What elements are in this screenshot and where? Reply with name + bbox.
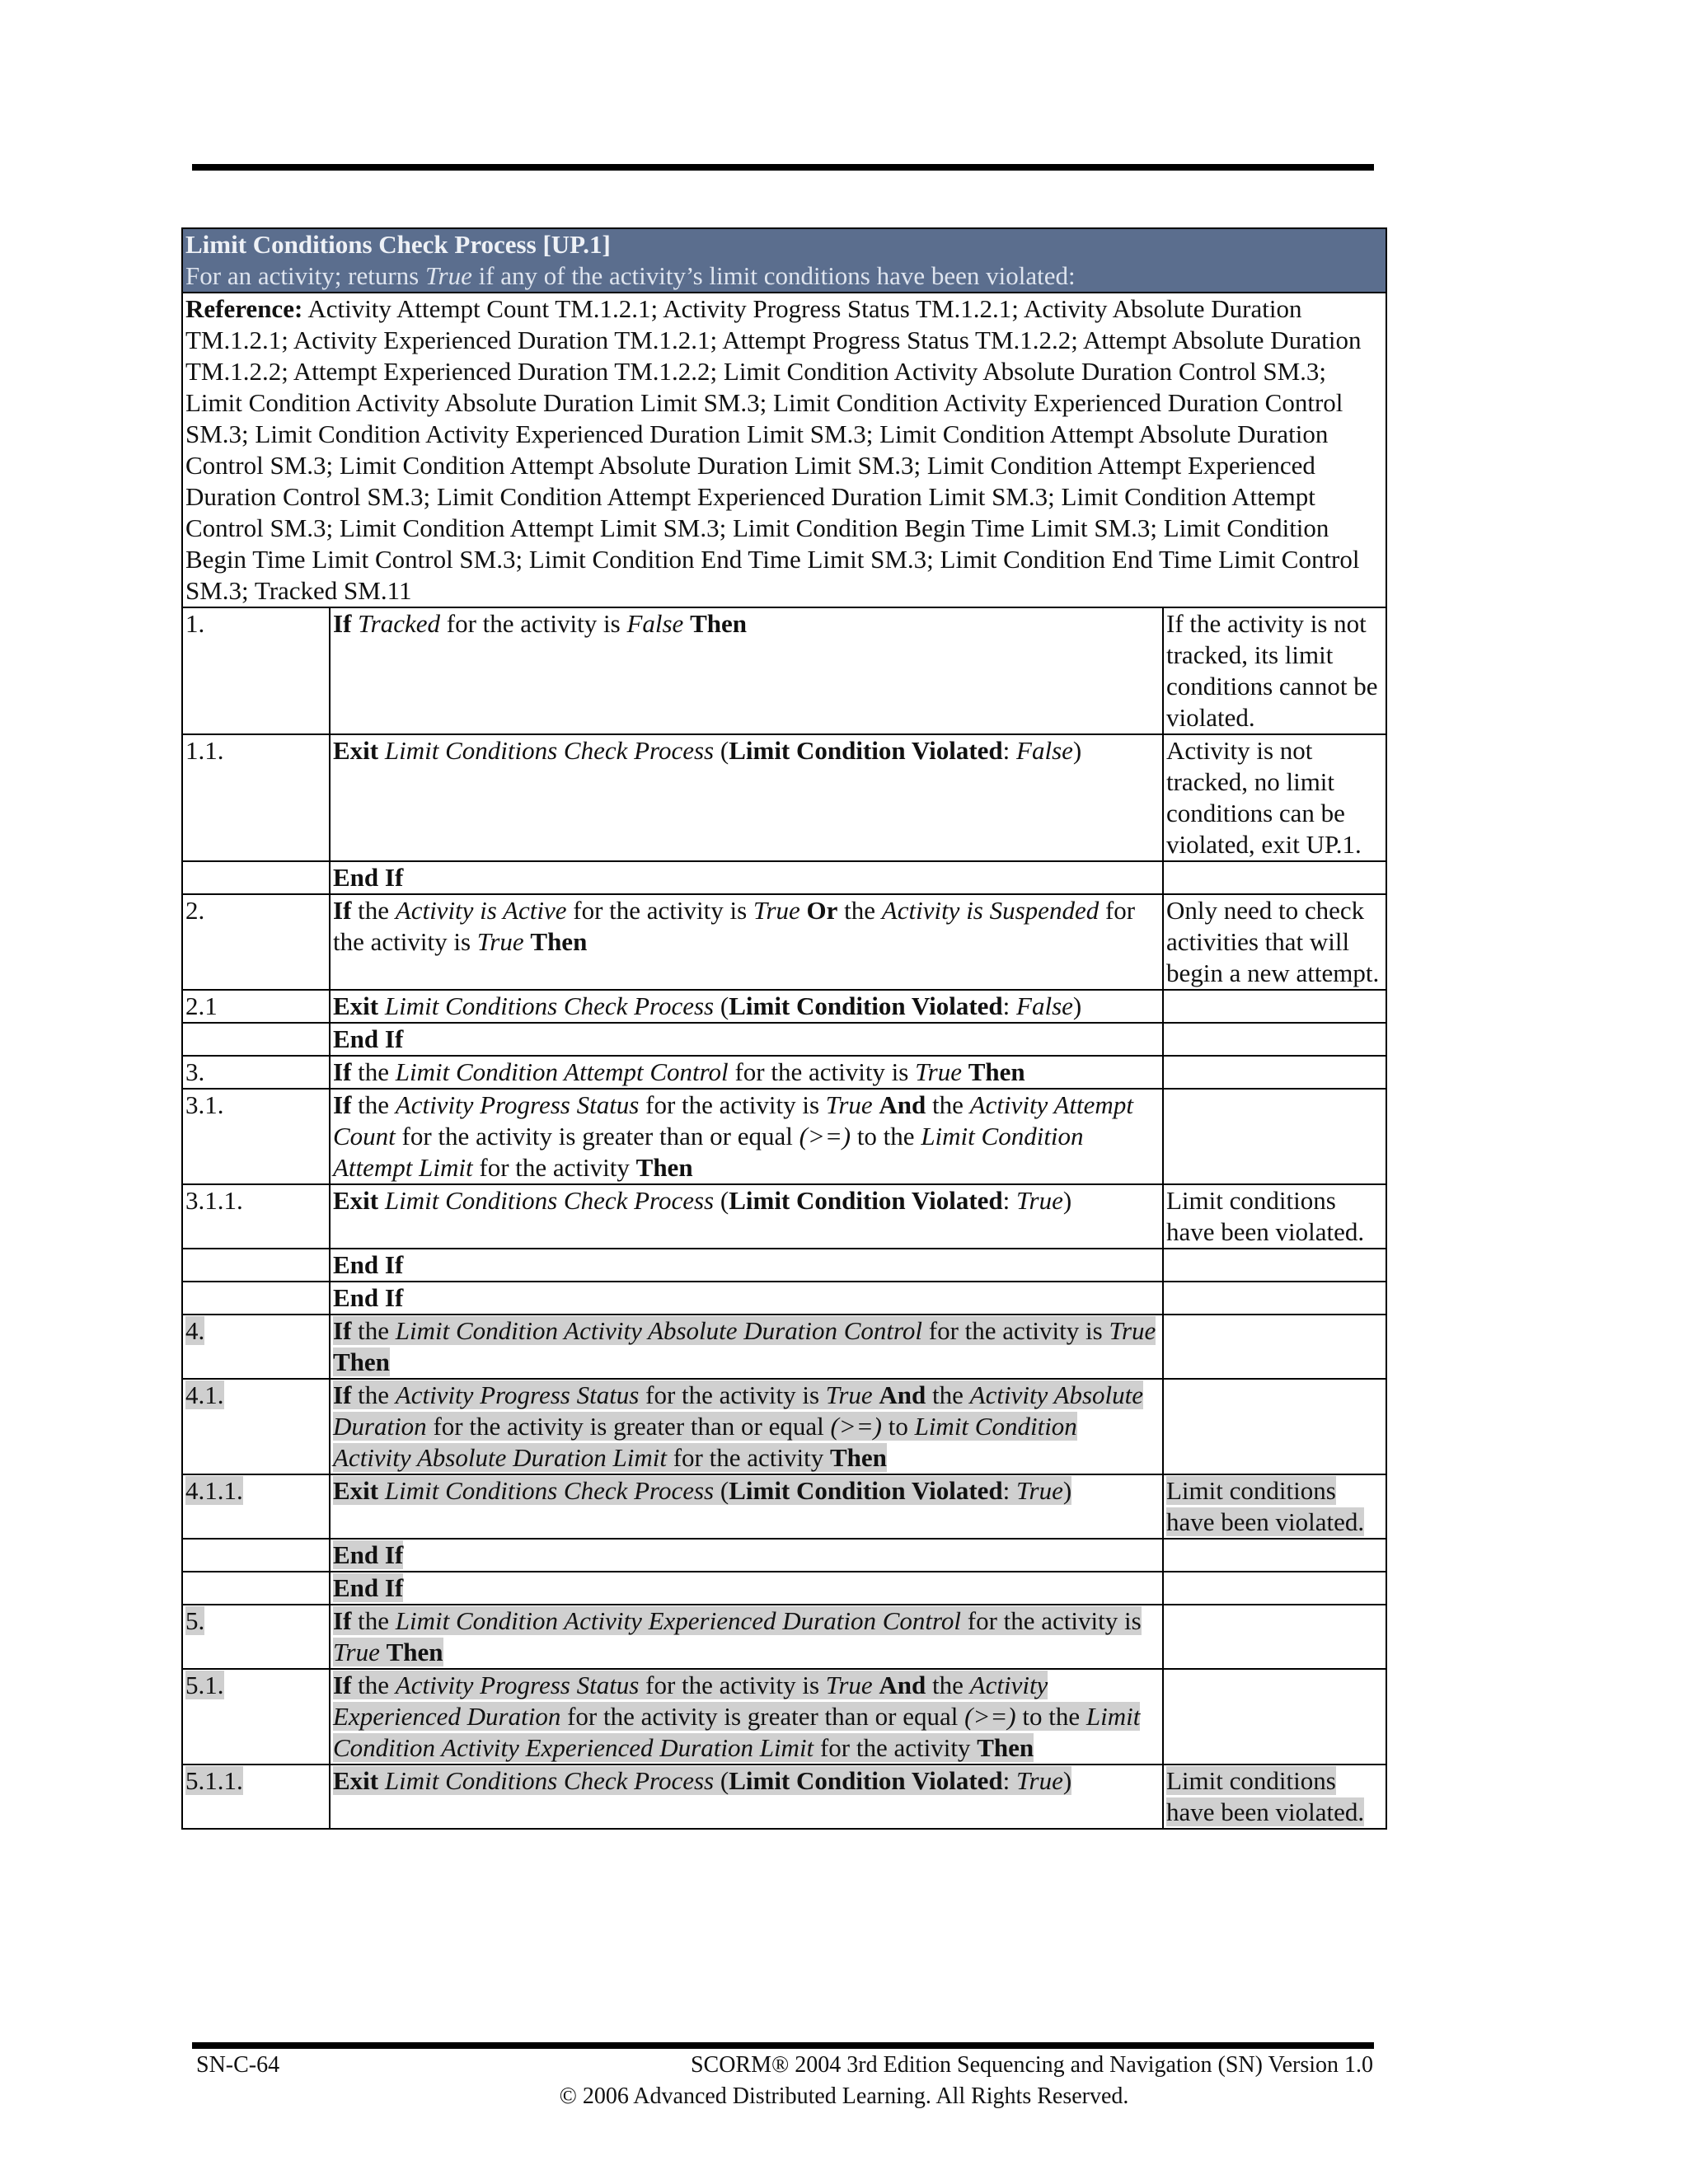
step-text-cell — [330, 1669, 1163, 1765]
step-keyword: Exit — [333, 1766, 379, 1795]
step-keyword: Then — [977, 1733, 1034, 1762]
step-keyword: End If — [333, 1283, 404, 1312]
step-term: Activity Progress Status — [395, 1380, 640, 1409]
step-term: Limit Condition Activity Experienced Duration Limit — [333, 1702, 1141, 1762]
step-keyword: Then — [333, 1347, 390, 1376]
step-fragment: for the activity is greater than or equal — [395, 1122, 799, 1151]
step-note-cell — [1163, 1605, 1386, 1669]
step-number: 4.1. — [185, 1380, 224, 1409]
step-term: False — [626, 609, 684, 638]
step-keyword: End If — [333, 863, 404, 892]
step-text-cell — [330, 607, 1163, 734]
step-text — [333, 1476, 1071, 1505]
step-term: Limit Condition Activity Experienced Duration Control — [395, 1606, 962, 1635]
step-term: True — [1016, 1476, 1063, 1505]
step-fragment: ( — [714, 736, 729, 765]
step-note: Limit conditions have been violated. — [1166, 1186, 1365, 1246]
step-note: If the activity is not tracked, its limit conditions cannot be violated. — [1166, 609, 1378, 732]
step-text — [333, 1606, 1142, 1666]
step-note-cell — [1163, 990, 1386, 1023]
step-number: 4. — [185, 1316, 205, 1345]
step-text-cell — [330, 1249, 1163, 1282]
step-term: Activity Attempt Count — [333, 1090, 1133, 1151]
step-term: Limit Conditions Check Process — [384, 991, 715, 1020]
step-fragment: the — [351, 1090, 396, 1119]
step-row — [182, 1572, 1386, 1605]
step-note-cell — [1163, 1572, 1386, 1605]
step-term: True — [753, 896, 800, 925]
step-keyword: Or — [806, 896, 838, 925]
copyright: © 2006 Advanced Distributed Learning. All Rights Reserved. — [559, 2083, 1129, 2109]
step-term: Limit Conditions Check Process — [384, 1476, 715, 1505]
process-header-cell — [182, 228, 1386, 293]
step-row — [182, 1023, 1386, 1056]
step-text — [333, 863, 403, 892]
step-term: True — [1109, 1316, 1156, 1345]
step-keyword: If — [333, 609, 352, 638]
step-text-cell — [330, 1539, 1163, 1572]
step-term: True — [476, 927, 524, 956]
step-number-cell — [182, 1572, 330, 1605]
step-keyword: If — [333, 1090, 352, 1119]
step-text — [333, 736, 1081, 765]
step-term: Activity is Suspended — [881, 896, 1100, 925]
step-text — [333, 1283, 403, 1312]
step-keyword: If — [333, 896, 352, 925]
step-number: 1. — [185, 609, 205, 638]
step-term: Limit Conditions Check Process — [384, 736, 715, 765]
step-keyword: And — [879, 1090, 926, 1119]
step-keyword: If — [333, 1671, 352, 1699]
step-note-cell — [1163, 1474, 1386, 1539]
step-fragment: the — [351, 1671, 396, 1699]
step-text — [333, 1766, 1071, 1795]
step-keyword: Limit Condition Violated — [729, 1766, 1003, 1795]
step-fragment — [683, 609, 690, 638]
step-text-cell — [330, 1572, 1163, 1605]
step-fragment — [378, 736, 385, 765]
step-term: Limit Condition Activity Absolute Duration Limit — [333, 1412, 1077, 1472]
step-row — [182, 1539, 1386, 1572]
step-keyword: End If — [333, 1573, 404, 1602]
step-note-cell — [1163, 1056, 1386, 1089]
step-fragment: for the activity is — [440, 609, 627, 638]
step-text — [333, 991, 1081, 1020]
step-keyword: If — [333, 1606, 352, 1635]
step-keyword: Then — [530, 927, 588, 956]
step-text-cell — [330, 894, 1163, 990]
step-number: 2.1 — [185, 991, 218, 1020]
step-fragment: for the activity is — [639, 1671, 826, 1699]
reference-label: Reference: — [185, 294, 303, 323]
reference-text: Activity Attempt Count TM.1.2.1; Activity Progress Status TM.1.2.1; Activity Absolute Duration TM.1.2.1; Activity Experienced Duration TM.1.2.1; Attempt Progress Status TM.1.2.2; Attempt Absolute Duration TM.1.2.2; Attempt Experienced Duration TM.1.2.2; Limit Condition Activity Absolute Duration Control SM.3; Limit Condition Activity Absolute Duration Limit SM.3; Limit Condition Activity Experienced Duration Control SM.3; Limit Condition Activity Experienced Duration Limit SM.3; Limit Condition Attempt Absolute Duration Control SM.3; Limit Condition Attempt Absolute Duration Limit SM.3; Limit Condition Attempt Experienced Duration Control SM.3; Limit Condition Attempt Experienced Duration Limit SM.3; Limit Condition Attempt Control SM.3; Limit Condition Attempt Limit SM.3; Limit Condition Begin Time Limit SM.3; Limit Condition Begin Time Limit Control SM.3; Limit Condition End Time Limit SM.3; Limit Condition End Time Limit Control SM.3; Tracked SM.11 — [185, 294, 1362, 605]
step-fragment: for the activity is greater than or equal — [426, 1412, 831, 1441]
step-text — [333, 1573, 403, 1602]
reference-cell — [182, 293, 1386, 607]
step-text — [333, 1316, 1156, 1376]
step-term: Limit Condition Attempt Limit — [333, 1122, 1084, 1182]
step-fragment: for the activity — [666, 1443, 830, 1472]
step-keyword: Then — [690, 609, 747, 638]
step-fragment — [378, 1186, 385, 1215]
step-fragment: for the activity is greater than or equal — [560, 1702, 965, 1731]
step-note-cell — [1163, 1379, 1386, 1474]
step-keyword: End If — [333, 1540, 404, 1569]
step-row — [182, 1605, 1386, 1669]
description-italic: True — [425, 261, 472, 290]
step-row — [182, 1669, 1386, 1765]
step-row — [182, 607, 1386, 734]
description-text: For an activity; returns — [185, 261, 425, 290]
step-fragment: for the activity is — [728, 1057, 916, 1086]
step-row — [182, 1282, 1386, 1315]
step-fragment: for the activity is — [961, 1606, 1142, 1635]
step-note: Limit conditions have been violated. — [1166, 1476, 1365, 1536]
step-text-cell — [330, 1089, 1163, 1184]
step-term: True — [1016, 1186, 1063, 1215]
document-title: SCORM® 2004 3rd Edition Sequencing and Navigation (SN) Version 1.0 — [690, 2052, 1373, 2078]
step-row — [182, 1089, 1386, 1184]
step-text-cell — [330, 1474, 1163, 1539]
step-text — [333, 1186, 1071, 1215]
step-text — [333, 609, 747, 638]
step-number-cell — [182, 1765, 330, 1829]
step-fragment: : — [1002, 1186, 1017, 1215]
step-fragment: the — [837, 896, 882, 925]
step-keyword: Then — [386, 1638, 443, 1666]
step-fragment — [962, 1057, 968, 1086]
step-keyword: End If — [333, 1250, 404, 1279]
step-note-cell — [1163, 1282, 1386, 1315]
step-fragment: the — [926, 1090, 970, 1119]
step-term: Tracked — [358, 609, 441, 638]
step-keyword: Then — [968, 1057, 1025, 1086]
step-keyword: If — [333, 1316, 352, 1345]
step-fragment: for the activity is — [922, 1316, 1109, 1345]
step-term: Activity Progress Status — [395, 1671, 640, 1699]
step-fragment: ) — [1062, 1476, 1072, 1505]
step-keyword: Exit — [333, 736, 379, 765]
step-keyword: Limit Condition Violated — [729, 1476, 1003, 1505]
step-term: False — [1016, 991, 1073, 1020]
step-keyword: Exit — [333, 991, 379, 1020]
step-keyword: And — [879, 1671, 926, 1699]
step-fragment: : — [1002, 1766, 1017, 1795]
step-text-cell — [330, 1605, 1163, 1669]
step-fragment: for the activity — [814, 1733, 978, 1762]
step-fragment: ) — [1062, 1766, 1072, 1795]
step-fragment — [378, 1766, 385, 1795]
step-note: Activity is not tracked, no limit conditions can be violated, exit UP.1. — [1166, 736, 1362, 859]
step-fragment: ) — [1072, 991, 1082, 1020]
step-note-cell — [1163, 1765, 1386, 1829]
step-fragment: the — [351, 1316, 396, 1345]
step-keyword: Exit — [333, 1476, 379, 1505]
footer-rule — [192, 2042, 1374, 2049]
step-text — [333, 1671, 1140, 1762]
step-term: Activity Experienced Duration — [333, 1671, 1048, 1731]
step-keyword: And — [879, 1380, 926, 1409]
step-text-cell — [330, 734, 1163, 861]
step-fragment: for the activity is — [566, 896, 753, 925]
step-term: False — [1016, 736, 1073, 765]
process-header-row — [182, 228, 1386, 293]
step-text — [333, 1057, 1025, 1086]
step-fragment — [351, 609, 358, 638]
step-fragment: : — [1002, 1476, 1017, 1505]
step-term: True — [333, 1638, 380, 1666]
step-fragment — [378, 991, 385, 1020]
step-term: True — [915, 1057, 962, 1086]
step-number-cell — [182, 1056, 330, 1089]
step-row — [182, 1379, 1386, 1474]
step-term: Activity Progress Status — [395, 1090, 640, 1119]
step-fragment: ( — [714, 1186, 729, 1215]
step-fragment: for the activity is — [639, 1380, 826, 1409]
step-fragment: ) — [1062, 1186, 1072, 1215]
step-row — [182, 1184, 1386, 1249]
step-keyword: Limit Condition Violated — [729, 1186, 1003, 1215]
step-keyword: Exit — [333, 1186, 379, 1215]
step-number-cell — [182, 1184, 330, 1249]
step-text-cell — [330, 1765, 1163, 1829]
step-fragment: the — [351, 896, 396, 925]
step-text — [333, 1024, 403, 1053]
step-note-cell — [1163, 1089, 1386, 1184]
step-number: 3. — [185, 1057, 205, 1086]
step-note-cell — [1163, 1249, 1386, 1282]
step-term: Activity is Active — [395, 896, 567, 925]
step-fragment: to — [881, 1412, 915, 1441]
step-text — [333, 896, 1135, 956]
step-number-cell — [182, 1089, 330, 1184]
step-number-cell — [182, 861, 330, 894]
step-note-cell — [1163, 1184, 1386, 1249]
step-number-cell — [182, 1605, 330, 1669]
process-title: Limit Conditions Check Process [UP.1] — [185, 230, 611, 259]
step-number-cell — [182, 1669, 330, 1765]
step-text-cell — [330, 1056, 1163, 1089]
step-term: (>=) — [830, 1412, 882, 1441]
step-fragment — [380, 1638, 387, 1666]
step-keyword: If — [333, 1380, 352, 1409]
step-term: Limit Condition Attempt Control — [395, 1057, 729, 1086]
step-text-cell — [330, 1379, 1163, 1474]
step-number: 3.1. — [185, 1090, 224, 1119]
step-term: True — [825, 1090, 873, 1119]
step-note: Only need to check activities that will begin a new attempt. — [1166, 896, 1380, 987]
step-fragment: the — [351, 1606, 396, 1635]
step-row — [182, 894, 1386, 990]
step-note-cell — [1163, 1023, 1386, 1056]
step-note-cell — [1163, 1539, 1386, 1572]
step-term: (>=) — [799, 1122, 851, 1151]
step-number-cell — [182, 1379, 330, 1474]
process-description — [185, 260, 1384, 292]
step-number-cell — [182, 990, 330, 1023]
step-fragment: the — [351, 1057, 396, 1086]
step-text — [333, 1250, 403, 1279]
step-number: 2. — [185, 896, 205, 925]
step-fragment — [800, 896, 807, 925]
step-number-cell — [182, 1282, 330, 1315]
step-fragment: the — [351, 1380, 396, 1409]
step-text-cell — [330, 1023, 1163, 1056]
step-keyword: Limit Condition Violated — [729, 991, 1003, 1020]
step-fragment: ) — [1072, 736, 1082, 765]
step-text-cell — [330, 1184, 1163, 1249]
step-row — [182, 734, 1386, 861]
step-keyword: Then — [829, 1443, 887, 1472]
step-row — [182, 1315, 1386, 1379]
step-text-cell — [330, 1315, 1163, 1379]
step-row — [182, 861, 1386, 894]
reference-row — [182, 293, 1386, 607]
step-fragment: for the activity is — [333, 896, 1136, 956]
step-number-cell — [182, 734, 330, 861]
step-number: 5. — [185, 1606, 205, 1635]
step-term: True — [825, 1380, 873, 1409]
step-keyword: If — [333, 1057, 352, 1086]
step-term: True — [825, 1671, 873, 1699]
step-term: Limit Conditions Check Process — [384, 1186, 715, 1215]
step-keyword: Limit Condition Violated — [729, 736, 1003, 765]
step-note-cell — [1163, 734, 1386, 861]
step-text — [333, 1090, 1133, 1182]
step-term: Activity Absolute Duration — [333, 1380, 1143, 1441]
step-fragment: to the — [851, 1122, 921, 1151]
step-number: 5.1. — [185, 1671, 224, 1699]
step-term: True — [1016, 1766, 1063, 1795]
step-fragment: ( — [714, 1476, 729, 1505]
step-note-cell — [1163, 861, 1386, 894]
process-table — [181, 227, 1387, 1830]
step-note-cell — [1163, 894, 1386, 990]
step-fragment: the — [926, 1671, 970, 1699]
step-number: 5.1.1. — [185, 1766, 243, 1795]
step-number-cell — [182, 894, 330, 990]
step-fragment: for the activity — [472, 1153, 636, 1182]
step-row — [182, 1474, 1386, 1539]
step-number: 1.1. — [185, 736, 224, 765]
step-term: Limit Condition Activity Absolute Duration Control — [395, 1316, 923, 1345]
step-note-cell — [1163, 1669, 1386, 1765]
step-number-cell — [182, 1023, 330, 1056]
step-text — [333, 1540, 403, 1569]
step-row — [182, 990, 1386, 1023]
step-number-cell — [182, 1315, 330, 1379]
step-fragment: : — [1002, 991, 1017, 1020]
step-number-cell — [182, 1539, 330, 1572]
step-term: (>=) — [964, 1702, 1016, 1731]
step-number: 3.1.1. — [185, 1186, 243, 1215]
step-fragment: ( — [714, 1766, 729, 1795]
step-text-cell — [330, 861, 1163, 894]
step-note: Limit conditions have been violated. — [1166, 1766, 1365, 1826]
step-term: Limit Conditions Check Process — [384, 1766, 715, 1795]
step-fragment: ( — [714, 991, 729, 1020]
step-number-cell — [182, 1474, 330, 1539]
process-table-body — [182, 228, 1386, 1829]
step-number: 4.1.1. — [185, 1476, 243, 1505]
step-note-cell — [1163, 607, 1386, 734]
step-number-cell — [182, 1249, 330, 1282]
step-text-cell — [330, 1282, 1163, 1315]
step-text — [333, 1380, 1143, 1472]
step-fragment — [378, 1476, 385, 1505]
step-number-cell — [182, 607, 330, 734]
step-fragment: for the activity is — [639, 1090, 826, 1119]
header-rule — [192, 164, 1374, 171]
step-fragment: to the — [1015, 1702, 1086, 1731]
step-text-cell — [330, 990, 1163, 1023]
step-row — [182, 1765, 1386, 1829]
description-text-end: if any of the activity’s limit conditions have been violated: — [471, 261, 1076, 290]
page-number: SN-C-64 — [196, 2052, 280, 2078]
step-keyword: Then — [635, 1153, 693, 1182]
step-row — [182, 1056, 1386, 1089]
step-keyword: End If — [333, 1024, 404, 1053]
step-note-cell — [1163, 1315, 1386, 1379]
step-fragment: : — [1002, 736, 1017, 765]
step-row — [182, 1249, 1386, 1282]
step-fragment: the — [926, 1380, 970, 1409]
